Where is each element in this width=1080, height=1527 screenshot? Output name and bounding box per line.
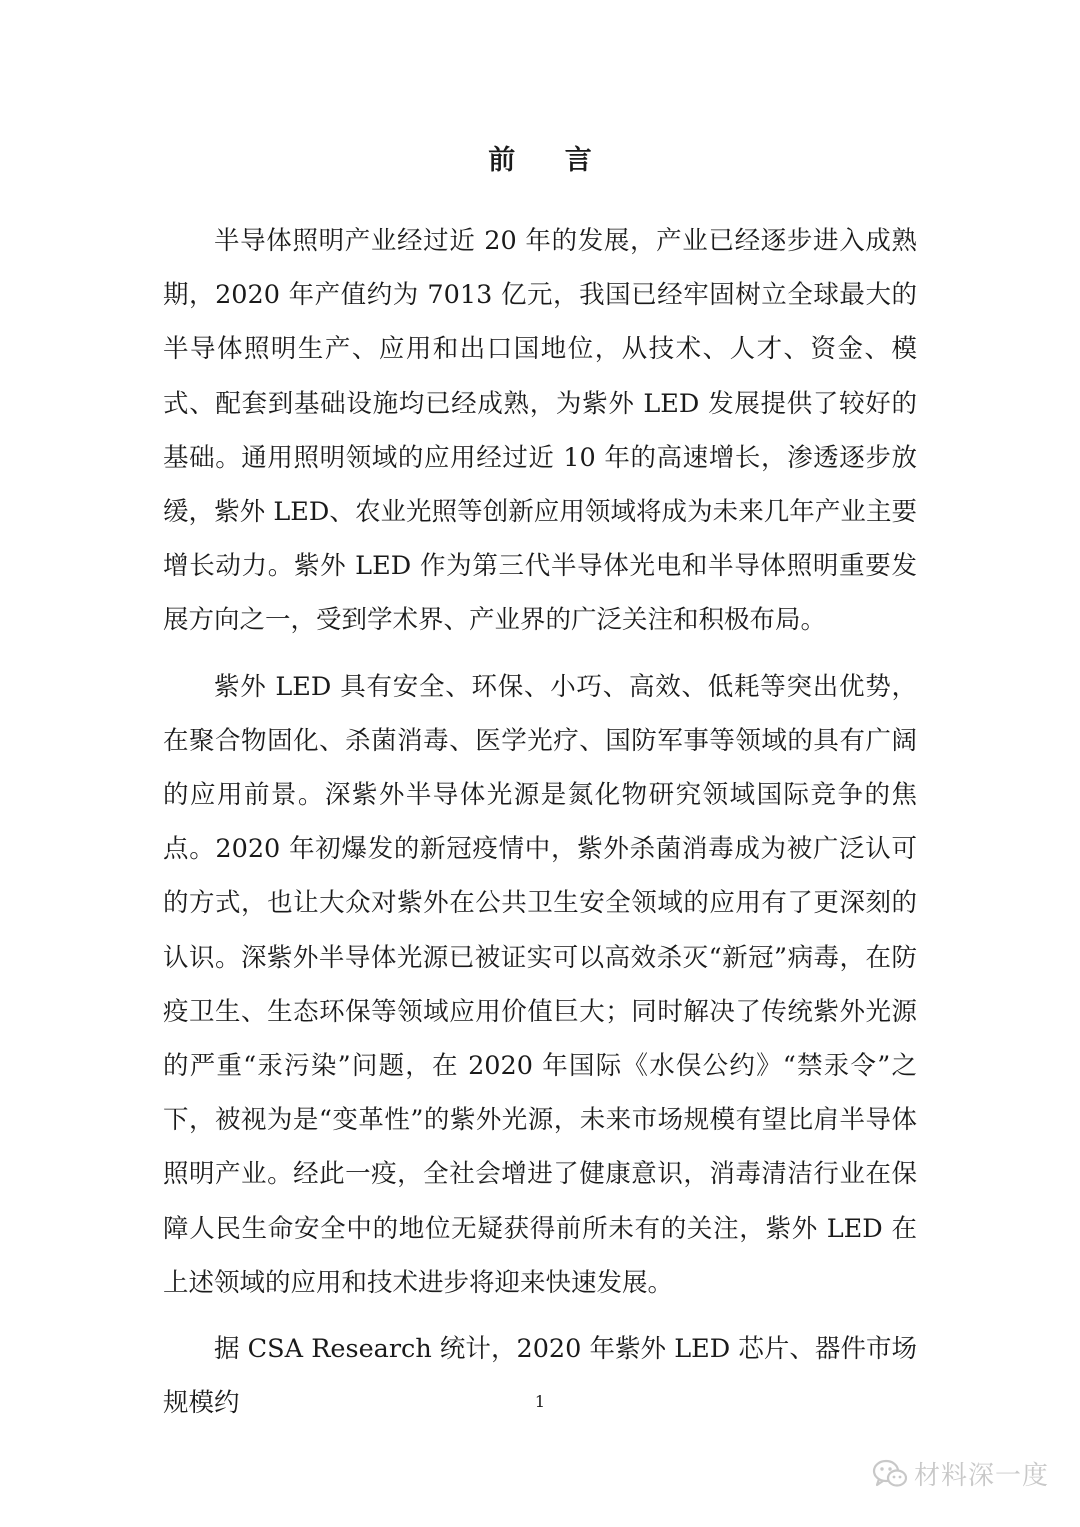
body-text (163, 214, 917, 1430)
paragraph-1: 半导体照明产业经过近 20 年的发展，产业已经逐步进入成熟期，2020 年产值约为 7013 亿元，我国已经牢固树立全球最大的半导体照明生产、应用和出口国地位，从技术、人才、资金、模式、配套到基础设施均已经成熟，为紫外 LED 发展提供了较好的基础。通用照明领域的应用经过近 10 年的高速增长，渗透逐步放缓，紫外 LED、农业光照等创新应用领域将成为未来几年产业主要增长动力。紫外 LED 作为第三代半导体光电和半导体照明重要发展方向之一，受到学术界、产业界的广泛关注和积极布局。 (163, 226, 917, 636)
page-number: 1 (534, 1392, 546, 1411)
paragraph-3: 据 CSA Research 统计，2020 年紫外 LED 芯片、器件市场规模约 (163, 1334, 917, 1419)
page-title: 前 言 (488, 145, 612, 176)
paragraph-2: 紫外 LED 具有安全、环保、小巧、高效、低耗等突出优势，在聚合物固化、杀菌消毒、医学光疗、国防军事等领域的具有广阔的应用前景。深紫外半导体光源是氮化物研究领域国际竞争的焦点。2020 年初爆发的新冠疫情中，紫外杀菌消毒成为被广泛认可的方式，也让大众对紫外在公共卫生安全领域的应用有了更深刻的认识。深紫外半导体光源已被证实可以高效杀灭“新冠”病毒，在防疫卫生、生态环保等领域应用价值巨大；同时解决了传统紫外光源的严重“汞污染”问题，在 2020 年国际《水俣公约》“禁汞令”之下，被视为是“变革性”的紫外光源，未来市场规模有望比肩半导体照明产业。经此一疫，全社会增进了健康意识，消毒清洁行业在保障人民生命安全中的地位无疑获得前所未有的关注，紫外 LED 在上述领域的应用和技术进步将迎来快速发展。 (163, 671, 917, 1298)
watermark-text: 材料深一度 (914, 1461, 1050, 1491)
watermark (872, 1455, 1049, 1492)
wechat-icon (872, 1458, 908, 1490)
